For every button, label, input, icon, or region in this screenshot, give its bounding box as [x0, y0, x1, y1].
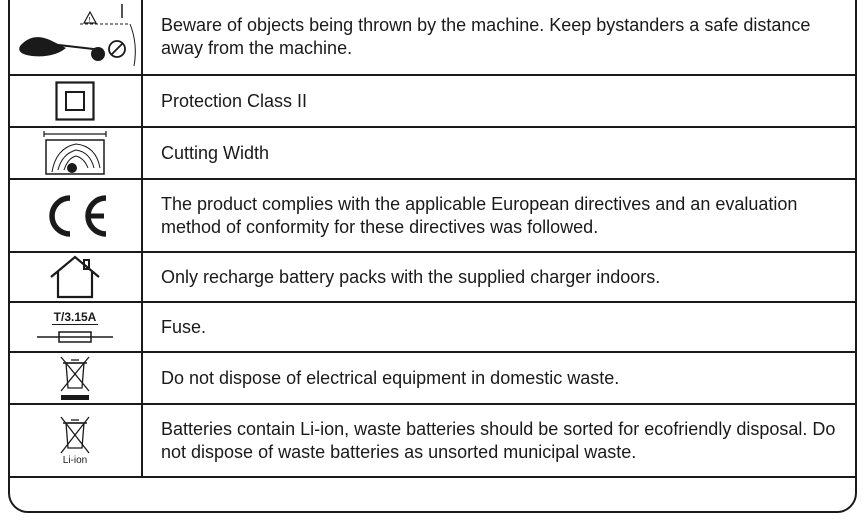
row-text: Fuse. [161, 316, 207, 337]
crossed-bin-li-ion-icon [8, 405, 142, 476]
row-text: Only recharge battery packs with the supplied charger indoors. [161, 266, 661, 287]
row-text: Protection Class II [161, 90, 308, 111]
table-row [8, 76, 857, 128]
table-row [8, 128, 857, 180]
protection-class-ii-icon [8, 76, 142, 126]
table-row [8, 353, 857, 405]
fuse-icon [8, 303, 142, 351]
table-row [8, 405, 857, 478]
crossed-bin-icon [8, 353, 142, 403]
row-text: The product complies with the applicable European directives and an evaluation method of conformity for these directives was followed. [161, 193, 798, 237]
li-ion-label: Li-ion [62, 454, 88, 466]
thrown-objects-warning-icon [8, 0, 142, 74]
cutting-width-icon [8, 128, 142, 178]
svg-text:!: ! [88, 17, 91, 24]
table-row [8, 0, 857, 76]
ce-mark-icon [8, 180, 142, 251]
fuse-rating-label: T/3.15A [53, 309, 97, 324]
row-text: Beware of objects being thrown by the machine. Keep bystanders a safe distance away from the machine. [161, 15, 811, 58]
table-row [8, 180, 857, 253]
indoor-house-icon [8, 253, 142, 301]
row-text: Batteries contain Li-ion, waste batteries should be sorted for ecofriendly disposal. Do not dispose of waste batteries as unsorted municipal waste. [161, 418, 836, 462]
row-text: Cutting Width [161, 142, 270, 163]
row-text: Do not dispose of electrical equipment in domestic waste. [161, 367, 620, 388]
table-row [8, 253, 857, 303]
table-row [8, 303, 857, 353]
